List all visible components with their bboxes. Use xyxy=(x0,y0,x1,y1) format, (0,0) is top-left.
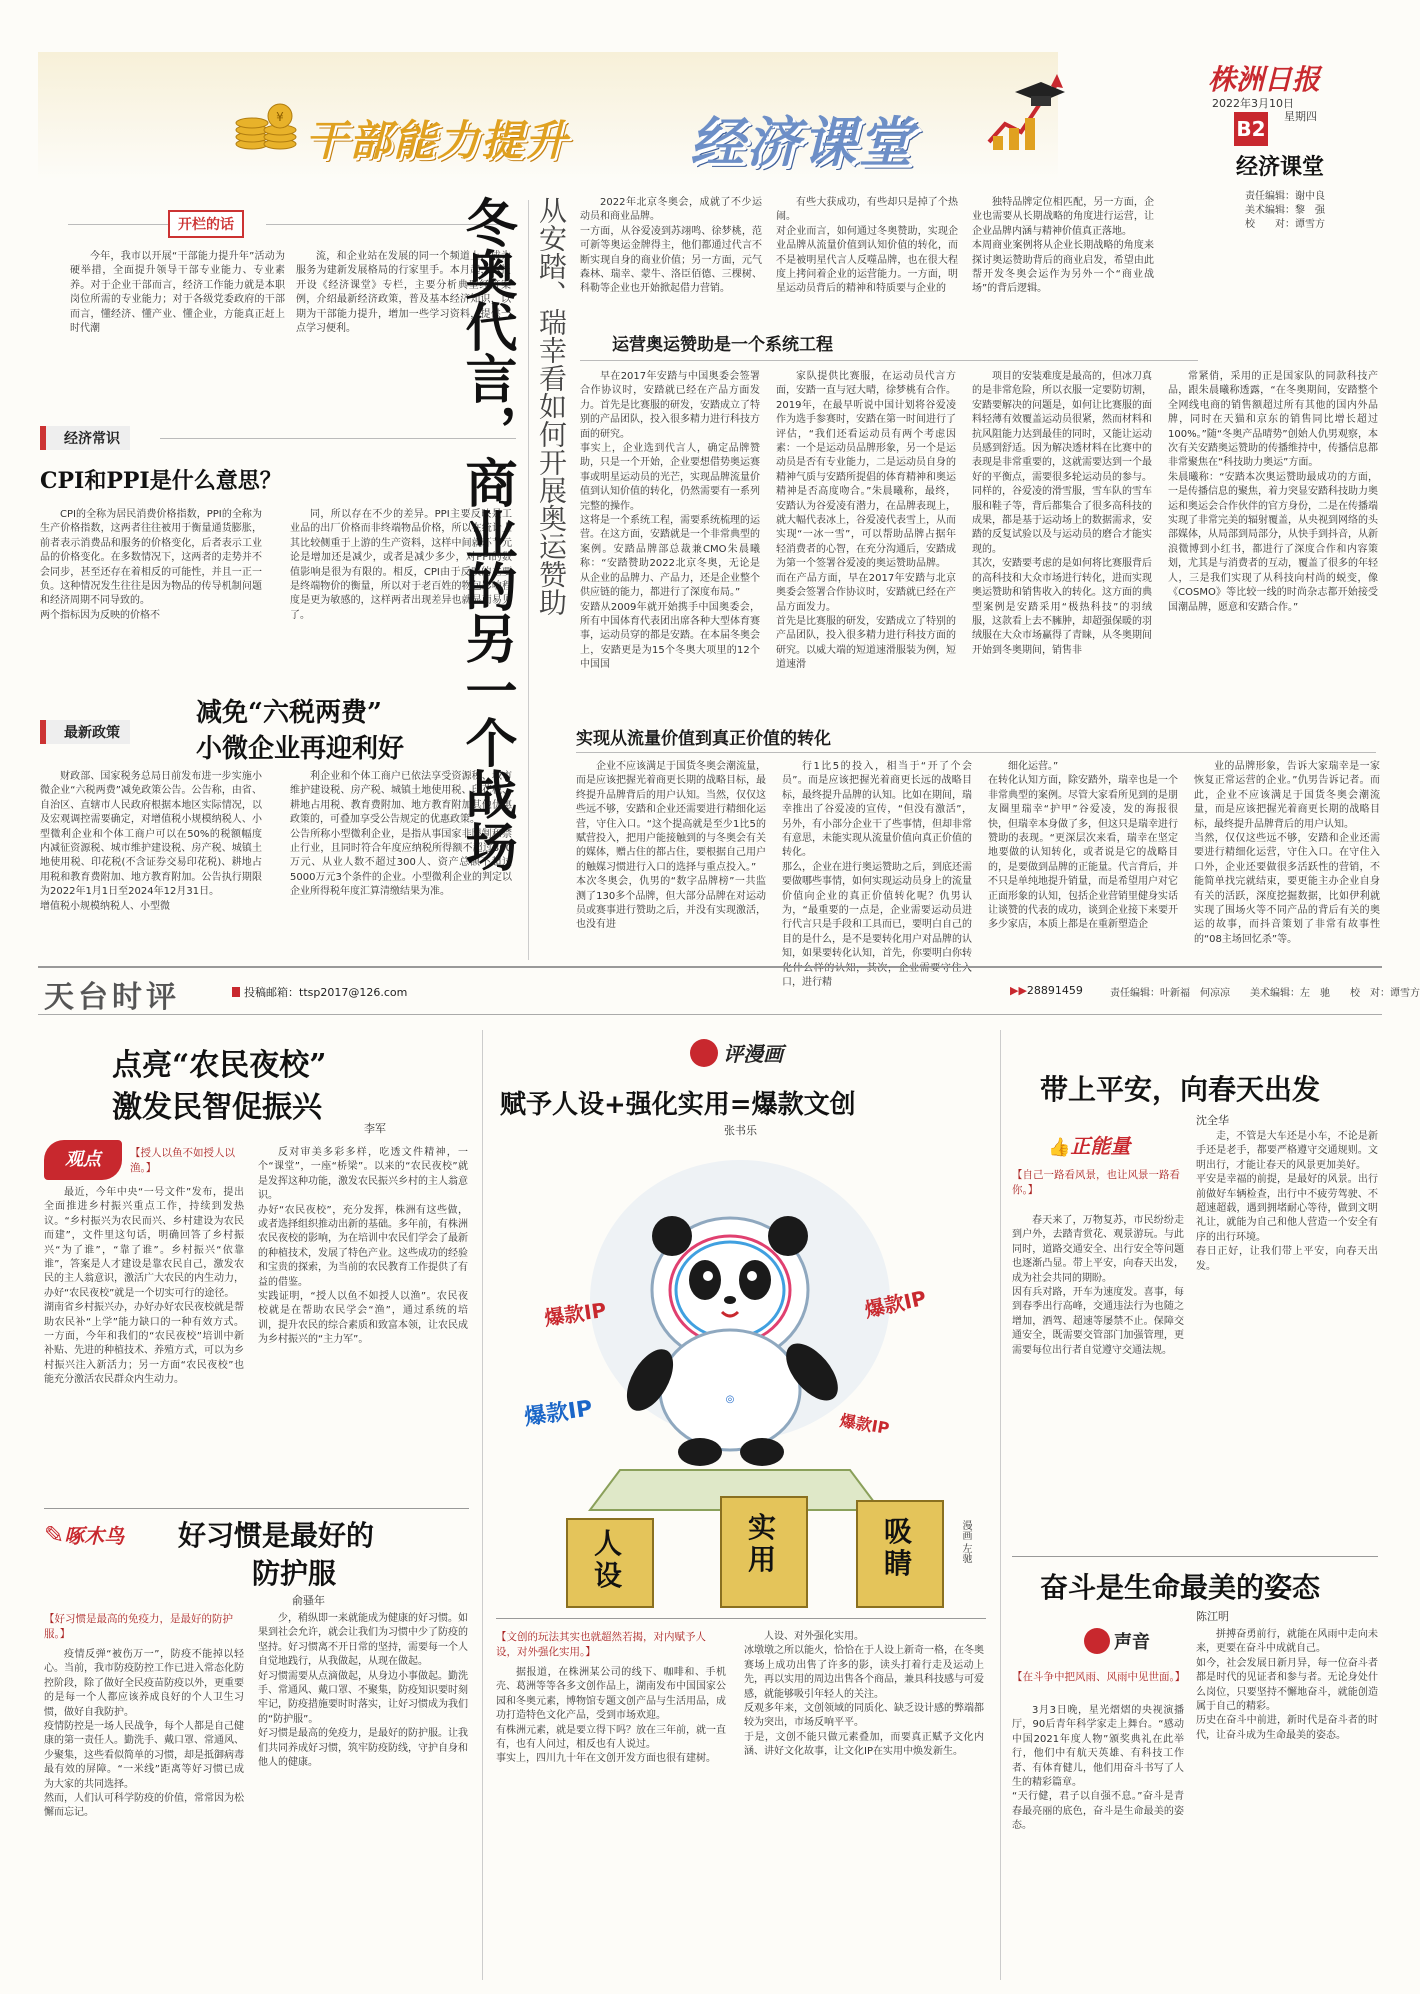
opinion4-tag-text: 声音 xyxy=(1114,1632,1150,1653)
cartoon-seal-icon xyxy=(690,1039,718,1067)
feature-s1-col1: 早在2017年安踏与中国奥委会签署合作协议时，安踏就已经在产品方面发力。首先是比赛服的研发，安踏成立了特别的产品团队，投入很多精力进行科技方面的研究。 事实上，企业选到代言人，确定品牌赞助，只是一个开始，企业要想借势奥运赛事或明星运动员的光芒，实现品牌流量价值到认知价值的转化，仍然需要有一系列完整的操作。 这将是一个系统工程，需要系统梳理的运营。在这方面，安踏就是一个非常典型的案例。安踏品牌部总裁兼CMO朱晨曦称：“安踏赞助2022北京冬奥，无论是从企业的品牌力、产品力，还是企业整个供应链的能力，都进行了深度布局。” 安踏从2009年就开始携手中国奥委会，所有中国体育代表团出席各种大型体育赛事，运动员穿的都是安踏。在本届冬奥会上，安踏更是为15个冬奥大项里的12个中国国 xyxy=(580,371,760,671)
cartoon-block-label-3: 吸睛 xyxy=(883,1515,912,1580)
feature-intro-colA: 2022年北京冬奥会，成就了不少运动员和商业品牌。 一方面，从谷爱凌到苏翊鸣、徐梦桃，范可新等奥运金牌得主，他们都通过代言不断实现自身的商业价值；另一方面，元气森林、瑞幸、蒙牛、洛臣佰德、三棵树、科勒等企业也开始掀起借力营销。 xyxy=(580,197,762,295)
feature-s2-col3: 细化运营。” 在转化认知方面，除安踏外，瑞幸也是一个非常典型的案例。尽管大家看所见到的是朋友圈里瑞幸“护甲”谷爱凌，发的海报很快，但瑞幸本身做了多，但这只是瑞幸进行赞助的表现。“更深层次来看，瑞幸在坚定地要做的认知转化，或者说是它的战略目的，是要做到品牌的正能量。代言背后，并不只是单纯地提升销量，而是希望用户对它正面形象的认知，包括企业营销里健身实话让谈赞的代表的成功，谈到企业接下来要开多少家店，本质上都是在重新塑造企 xyxy=(988,761,1178,931)
section-name: 经济课堂 xyxy=(1236,155,1325,180)
cartoon-logo xyxy=(690,1038,783,1067)
column-intro-col1: 今年，我市以开展“干部能力提升年”活动为硬举措，全面提升领导干部专业能力、专业素养。对于企业干部而言，经济工作能力就是本职岗位所需的专业能力；对于各级党委政府的干部而言，懂经济、懂产业、懂企业，方能真正赶上时代潮 xyxy=(70,251,285,335)
opinion3-col1: 春天来了，万物复苏，市民纷纷走到户外，去踏青赏花、观景游玩。与此同时，道路交通安全、出行安全等问题也逐渐凸显。带上平安，向春天出发，成为社会共同的期盼。 因有兵对路，开车为速度发。喜事，每到春季出行高峰，交通违法行为也随之增加，酒驾、超速等屡禁不止。保障交通安全，既需要交管部门加强管理，更需要每位出行者自觉遵守交通法规。 xyxy=(1012,1215,1184,1356)
column-intro-tag: 开栏的话 xyxy=(168,210,244,238)
opinion3-title: 带上平安，向春天出发 xyxy=(1040,1073,1321,1106)
tiantai-email xyxy=(232,984,407,1000)
opinion1-col2: 反对审美多彩多样，吃透文件精神，一个“课堂”，一座“桥梁”。以来的“农民夜校”就是发挥这种功能，激发农民振兴乡村的主人翁意识。 办好“农民夜校”，充分发挥，株洲有这些做，或者选择组织推动出新的基础。多年前，有株洲农民夜校的影响，为在培训中农民们学会了最新的种植技术，发展了特色产业。这些成功的经验和宝贵的探索，为当前的农民教育工作提供了有益的借鉴。 实践证明，“授人以鱼不如授人以渔”。农民夜校就是在帮助农民学会“渔”，通过系统的培训，提升农民的综合素质和致富本领，让农民成为乡村振兴的“主力军”。 xyxy=(258,1147,468,1346)
tiantai-phone-text: 28891459 xyxy=(1026,984,1083,997)
opinion3-author: 沈全华 xyxy=(1196,1114,1229,1127)
econ-knowledge-title: CPI和PPI是什么意思？ xyxy=(40,468,282,494)
ip-label-3: 爆款IP xyxy=(522,1396,594,1431)
ip-label-1: 爆款IP xyxy=(542,1297,608,1331)
tiantai-label: 天台时评 xyxy=(44,980,180,1015)
cartoon-quote: 【文创的玩法其实也就超然若揭，对内赋予人设，对外强化实用。】 xyxy=(496,1631,706,1658)
feature-s2-col1: 企业不应该满足于国货冬奥会潮流量，而是应该把握光着商更长期的战略目标，最终提升品牌背后的用户认知。当然，仅仅这些远不够，安踏和企业还需要进行精细化运营，守住入口。“这个提高就是至少1比5的赋营投入，把用户能接触到的与冬奥会有关的媒体，赠占住的都占住，要根据自己用户的触媒习惯进行入口的选择与重点投入。” 本次冬奥会，仇男的“数字品牌榜”一共监测了130多个品牌，但大部分品牌在对运动员或赛事进行赞助之后，并没有实现激活，也没有进 xyxy=(576,761,766,931)
opinion4-author: 陈江明 xyxy=(1196,1610,1229,1623)
cartoon-logo-text: 评漫画 xyxy=(723,1042,784,1066)
opinion3-tag-text: 正能量 xyxy=(1070,1134,1131,1158)
graduation-cap-chart-icon xyxy=(985,62,1065,152)
opinion2-quote: 【好习惯是最高的免疫力，是最好的防护服。】 xyxy=(44,1613,233,1640)
opinion4-col1: 3月3日晚，星光熠熠的央视演播厅，90后青年科学家走上舞台。“感动中国2021年度人物”颁奖典礼在此举行，他们中有航天英雄、有科技工作者、有体育健儿，他们用奋斗书写了人生的精彩篇章。 “天行健，君子以自强不息。”奋斗是青春最亮丽的底色，奋斗是生命最美的姿态。 xyxy=(1012,1705,1184,1832)
opinion2-col2: 少，稍纵即一来就能成为健康的好习惯。如果到社会允许，就会让我们为习惯中少了防疫的坚持。好习惯离不开日常的坚持，需要每一个人自觉地践行，从我做起，从现在做起。 好习惯需要从点滴做起，从身边小事做起。勤洗手、常通风、戴口罩、不聚集，防疫知识要时刻牢记，防疫措施要时时落实，让好习惯成为我们的“防护服”。 好习惯是最高的免疫力，是最好的防护服。让我们共同养成好习惯，筑牢防疫防线，守护自身和他人的健康。 xyxy=(258,1613,468,1769)
opinion1-author: 李军 xyxy=(364,1122,386,1135)
opinion1-col1: 最近，今年中央“一号文件”发布，提出全面推进乡村振兴重点工作，持续到发热议。“乡村振兴为农民而兴、乡村建设为农民而建”，文件里这句话，明确回答了乡村振兴“为了谁”，“靠了谁”。乡村振兴“依靠谁”，答案是人才建设是靠农民自己，激发农民的主人翁意识，激活广大农民的内生动力，办好“农民夜校”就是一个切实可行的途径。 湖南省乡村振兴办，办好办好农民夜校就是帮助农民补“上学”能力缺口的一种有效方式。一方面，今年和我们的“农民夜校”培训中新补贴、先进的种植技术、养殖方式，可以为乡村振兴注入新活力；另一方面“农民夜校”也能充分激活农民群众内生动力。 xyxy=(44,1187,244,1386)
svg-text:◎: ◎ xyxy=(725,1394,735,1405)
masthead-editors: 责任编辑：谢中良 美术编辑：黎 强 校 对：谭雪方 xyxy=(1245,191,1325,230)
column-intro-col2: 流，和企业站在发展的同一个频道上，成为服务为建新发展格局的行家里手。本月起，本报开设《经济课堂》专栏，主要分析典型经济案例，介绍最新经济政策，普及基本经济知识，以期为干部能力提升，增加一些学习资料，提供一点学习便利。 xyxy=(296,251,511,335)
cartoon-author: 张书乐 xyxy=(724,1124,757,1137)
opinion4-quote: 【在斗争中把风雨、风雨中见世面。】 xyxy=(1012,1671,1186,1683)
opinion3-quote: 【自己一路看风景，也让风景一路看你。】 xyxy=(1012,1169,1180,1196)
voice-icon xyxy=(1084,1628,1110,1654)
opinion2-author: 俞骚年 xyxy=(292,1594,325,1607)
policy-col2: 利企业和个体工商户已依法享受资源税、城市维护建设税、房产税、城镇土地使用税、印花税、耕地占用税、教育费附加、地方教育附加其他优惠政策的，可叠加享受公告规定的优惠政策。 公告所称小型微利企业，是指从事国家非限制和禁止行业，且同时符合年度应纳税所得额不超过300万元、从业人数不超过300人、资产总额不超过5000万元3个条件的企业。小型微利企业的判定以企业所得税年度汇算清缴结果为准。 xyxy=(290,771,512,898)
feature-subtitle: 从安踏、瑞幸看如何开展奥运赞助 xyxy=(535,196,568,616)
opinion1-title-line2: 激发民智促振兴 xyxy=(112,1090,322,1125)
banner-left-text: 干部能力提升 xyxy=(305,116,570,165)
policy-tag: 最新政策 xyxy=(40,720,130,744)
opinion2-title-line1: 好习惯是最好的 xyxy=(178,1519,375,1552)
opinion3-tag xyxy=(1048,1130,1130,1159)
feature-subhead-2: 实现从流量价值到真正价值的转化 xyxy=(576,729,831,749)
feature-s2-col4: 业的品牌形象，告诉大家瑞幸是一家恢复正常运营的企业。”仇男告诉记者。而此，企业不应该满足于国货冬奥会潮流量，而是应该把握光着商更长期的战略目标，最终提升品牌背后的用户认知。 当然，仅仅这些远不够，安踏和企业还需要进行精细化运营，守住入口。在守住入口外，企业还要做很多活跃性的营销，不能简单找完就结束，要更能主办企业自身有关的活跃，深度挖掘数据，比如伊利就实现了围场火等不同产品的背后有关的奥运的故事，而抖音策划了非常有故事性的“08主场回忆杀”等。 xyxy=(1194,761,1380,945)
paper-name: 株洲日报 xyxy=(1208,63,1321,96)
cartoon-block-label-2: 实用 xyxy=(747,1511,776,1576)
woodpecker-icon: ✎ xyxy=(44,1521,65,1549)
opinion2-col1: 疫情反弹“被伤万一”，防疫不能掉以轻心。当前，我市防疫防控工作已进入常态化防控阶段，除了做好全民疫苗防疫以外，更重要的是每一个人都应该养成良好的个人卫生习惯，做好自我防护。 疫情防控是一场人民战争，每个人都是自己健康的第一责任人。勤洗手、戴口罩、常通风、少聚集，这些看似简单的习惯，却是抵御病毒最有效的屏障。“一米线”距离等好习惯已成为大家的共同选择。 然而，人们认可科学防疫的价值，常常因为松懈而忘记。 xyxy=(44,1649,244,1819)
econ-knowledge-col1: CPI的全称为居民消费价格指数，PPI的全称为生产价格指数，这两者往往被用于衡量通货膨胀，前者表示消费品和服务的价格变化，后者表示工业品的价格变化。在多数情况下，这两者的走势并不会同步，甚至还存在着相反的可能性，并且一正一负。这种情况发生往往是因为物品的传导机制问题和经济周期不同导致的。 两个指标因为反映的价格不 xyxy=(40,509,262,621)
feature-intro-colB: 有些大获成功，有些却只是掉了个热闹。 对企业而言，如何通过冬奥赞助，实现企业品牌从流量价值到认知价值的转化，而不是被明星代言人反噬品牌，也在很大程度上拷问着企业的运营能力。一方面，明星运动员背后的精神和特质要与企业的 xyxy=(776,197,958,295)
feature-s1-col4: 常紧俏，采用的正是国家队的同款科技产品，跟朱晨曦称透露，“在冬奥期间，安踏整个全网线电商的销售额超过所有其他的国内外品牌，同时在天猫和京东的销售同比增长超过100%。”随“冬奥产品晴势”创始人仇男观察，本次有关安踏奥运赞助的传播维持中，传播信息都非常聚焦在“科技助力奥运”方面。 朱晨曦称：“安踏本次奥运赞助最成功的方面，一是传播信息的聚焦，着力突显安踏科技助力奥运和奥运会合作伙伴的官方身份，二是在传播端实现了非常完美的辐射覆盖，从央视到网络的头部媒体，从局部到局部分，从快手到抖音，从新浪微博到小红书，都进行了深度合作和内容策划，尤其是与消费者的互动，覆盖了很多的年轻人，三是我们实现了从科技向村尚的蜕变，像《COSMO》等比较一线的时尚杂志都开始接受国潮品牌，愿意和安踏合作。” xyxy=(1168,371,1378,613)
policy-title-line1: 减免“六税两费” xyxy=(196,698,382,728)
thumbs-up-icon: 👍 xyxy=(1048,1137,1071,1158)
policy-title-line2: 小微企业再迎利好 xyxy=(196,734,405,764)
page-code-badge: B2 xyxy=(1234,112,1268,146)
opinion2-tag-text: 啄木鸟 xyxy=(64,1524,125,1548)
policy-col1: 财政部、国家税务总局日前发布进一步实施小微企业“六税两费”减免政策公告。公告称，由省、自治区、直辖市人民政府根据本地区实际情况，以及宏观调控需要确定，对增值税小规模纳税人、小型微利企业和个体工商户可以在50%的税额幅度内减征资源税、城市维护建设税、房产税、城镇土地使用税、印花税(不含证券交易印花税)、耕地占用税和教育费附加、地方教育附加。公告执行期限为2022年1月1日至2024年12月31日。 增值税小规模纳税人、小型微 xyxy=(40,771,262,912)
cartoon-credit: 漫画 左驰 xyxy=(960,1520,971,1564)
feature-s2-col2: 行1比5的投入，相当于“开了个会员”。而是应该把握光着商更长远的战略目标，最终提升品牌的认知。比如在期间，瑞幸推出了谷爱凌的宣传，“但没有激活”，另外，有小部分企业干了些事情，但却非常有意思，未能实现从流量价值向真正价值的转化。 那么，企业在进行奥运赞助之后，到底还需要做哪些事情，如何实现运动员身上的流量价值向企业的真正价值转化呢？仇男认为，“最重要的一点是，企业需要运动员进行代言只是手段和工具而已，要明白自己的目的是什么，是不是要转化用户对品牌的认知，如果要转化认知，首先，你要明白你转化什么样的认知，其次，企业需要守住入口，进行精 xyxy=(782,761,972,989)
feature-intro-colC: 独特品牌定位相匹配，另一方面，企业也需要从长期战略的角度进行运营，让企业品牌内涵与精神价值真正落地。 本周商业案例将从企业长期战略的角度来探讨奥运赞助背后的商业启发，希望由此帮开发冬奥会运作为另外一个“商业战场”的背后逻辑。 xyxy=(972,197,1154,295)
opinion4-col2: 拼搏奋勇前行，就能在风雨中走向未来，更要在奋斗中成就自己。 如今，社会发展日新月异，每一位奋斗者都是时代的见证者和参与者。无论身处什么岗位，只要坚持不懈地奋斗，就能创造属于自己的精彩。 历史在奋斗中前进，新时代是奋斗者的时代，让奋斗成为生命最美的姿态。 xyxy=(1196,1629,1378,1741)
feature-subhead-1: 运营奥运赞助是一个系统工程 xyxy=(612,335,833,355)
tiantai-phone xyxy=(1010,984,1083,997)
banner-right-text: 经济课堂 xyxy=(690,110,914,174)
coin-stack-icon xyxy=(232,92,302,154)
econ-knowledge-col2: 同，所以存在不少的差异。PPI主要反映是工业品的出厂价格而非终端物品价格，所以在统计上其比较侧重于上游的生产资料，这样中间就环节元论是增加还是减少，或者是减少多少，对PPI的数值影响是很为有限的。相反，CPI由于反映的主要是终端物价的衡量，所以对于老百姓的物包影响程度是更为敏感的，这样两者出现差异也就显而易见了。 xyxy=(290,509,512,621)
econ-knowledge-tag: 经济常识 xyxy=(40,426,130,450)
opinion4-tag xyxy=(1084,1628,1150,1654)
feature-title: 冬奥代言，商业的另一个战场 xyxy=(456,196,517,872)
cartoon-title: 赋予人设+强化实用=爆款文创 xyxy=(500,1090,856,1120)
feature-s1-col2: 家队提供比赛服，在运动员代言方面，安踏一直与冠大晴，徐梦桃有合作。2019年，在最早听说中国计划将谷爱凌作为选手参赛时，安踏在第一时间进行了评估，“我们还看运动员有两个考虑因素：一个是运动员品牌形象，另一个是运动员是否有专业能力，二是运动员自身的精神气质与安踏所提倡的体育精神和奥运精神是否高度吻合。”朱晨曦称，最终，安踏认为谷爱凌有潜力，在品牌表现上，就大幅代表冰上，谷爱凌代表雪上，从而实现“一冰一雪”，可以帮助品牌占据年轻消费者的心智，在充分沟通后，安踏成为第一个签署谷爱凌的奥运赞助品牌。 而在产品方面，早在2017年安踏与北京奥委会签署合作协议时，安踏就已经在产品方面发力。 首先是比赛服的研发，安踏成立了特别的产品团队，投入很多精力进行科技方面的研究。以威大端的短道速滑服装为例，短道速滑 xyxy=(776,371,956,671)
svg-text:¥: ¥ xyxy=(276,110,284,124)
cartoon-block-label-1: 人设 xyxy=(593,1527,622,1592)
opinion1-quote: 【授人以鱼不如授人以渔。】 xyxy=(130,1147,235,1174)
cartoon-col2: 人设、对外强化实用。 冰墩墩之所以能火，恰恰在于人设上新奇一格，在冬奥赛场上成功出售了许多的影，读头打着行走及运动上先，再以实用的周边出售各个商品，兼具科技感与可爱感，就能够吸引年轻人的关注。 反观多年来，文创领域的同质化、缺乏设计感的弊端都较为突出，市场反响平平。 于是，文创不能只做元素叠加，而要真正赋予文化内涵、讲好文化故事，让文化IP在实用中焕发新生。 xyxy=(744,1631,984,1758)
issue-weekday: 星期四 xyxy=(1284,110,1317,123)
phone-arrows-icon: ▶▶ xyxy=(1010,984,1027,997)
cartoon-col1: 据报道，在株洲某公司的线下、咖啡和、手机壳、葛洲等等各多文创作品上，湖南发布中国国家公园和冬奥元素，博物馆专题文创产品与生活用品，成功打造特色文化产品，受到市场欢迎。 有株洲元素，就是要立得下吗？放在三年前，就一直有，也有人问过，相反也有人说过。 事实上，四川九十年在文创开发方面也很有建树。 xyxy=(496,1667,726,1765)
mail-icon xyxy=(232,987,240,997)
opinion1-tag: 观点 xyxy=(44,1140,122,1180)
opinion1-title-line1: 点亮“农民夜校” xyxy=(112,1048,327,1083)
ip-label-2: 爆款IP xyxy=(862,1285,929,1323)
opinion2-title-line2: 防护服 xyxy=(252,1557,337,1590)
tiantai-editors: 责任编辑：叶新福 何凉凉 美术编辑：左 驰 校 对：谭雪方 xyxy=(1110,988,1420,999)
opinion4-title: 奋斗是生命最美的姿态 xyxy=(1040,1571,1321,1604)
issue-date: 2022年3月10日 xyxy=(1212,97,1294,110)
opinion2-tag xyxy=(44,1520,124,1549)
tiantai-email-text: 投稿邮箱：ttsp2017@126.com xyxy=(244,986,408,999)
ip-label-4: 爆款IP xyxy=(838,1410,891,1439)
opinion3-col2: 走，不管是大车还是小车，不论是新手还是老手，都要严格遵守交通规则。文明出行，才能让春天的风景更加美好。 平安是幸福的前提，是最好的风景。出行前做好车辆检查，出行中不疲劳驾驶、不超速超载，遇到拥堵耐心等待，做到文明礼让，就能为自己和他人营造一个安全有序的出行环境。 春日正好，让我们带上平安，向春天出发。 xyxy=(1196,1131,1378,1272)
feature-s1-col3: 项目的安装难度是最高的，但冰刀真的是非常危险，所以衣服一定要防切割，安踏要解决的问题是，如何让比赛服的面料轻薄有效覆盖运动员很紧，然而材料和抗风阻能力达到最佳的同时，又能让运动员感到舒适。因为解决透材料在比赛中的表现是非常重要的，这就需要达到一个最好的平衡点，需要很多轮运动员的参与。同样的，谷爱凌的滑雪服，雪车队的雪车服和鞋子等，背后都集合了很多高科技的成果，都是基于运动场上的数据需求，安踏的反复试验以及与运动员的磨合才能实现的。 其次，安踏要考虑的是如何将比赛服背后的高科技和大众市场进行转化，进而实现奥运赞助和销售收入的转化。这方面的典型案例是安踏采用“极热科技”的羽绒服，这款看上去不臃肿，却超强保暖的羽绒服在大众市场赢得了青睐，从冬奥期间开始到冬奥期间，销售非 xyxy=(972,371,1152,656)
